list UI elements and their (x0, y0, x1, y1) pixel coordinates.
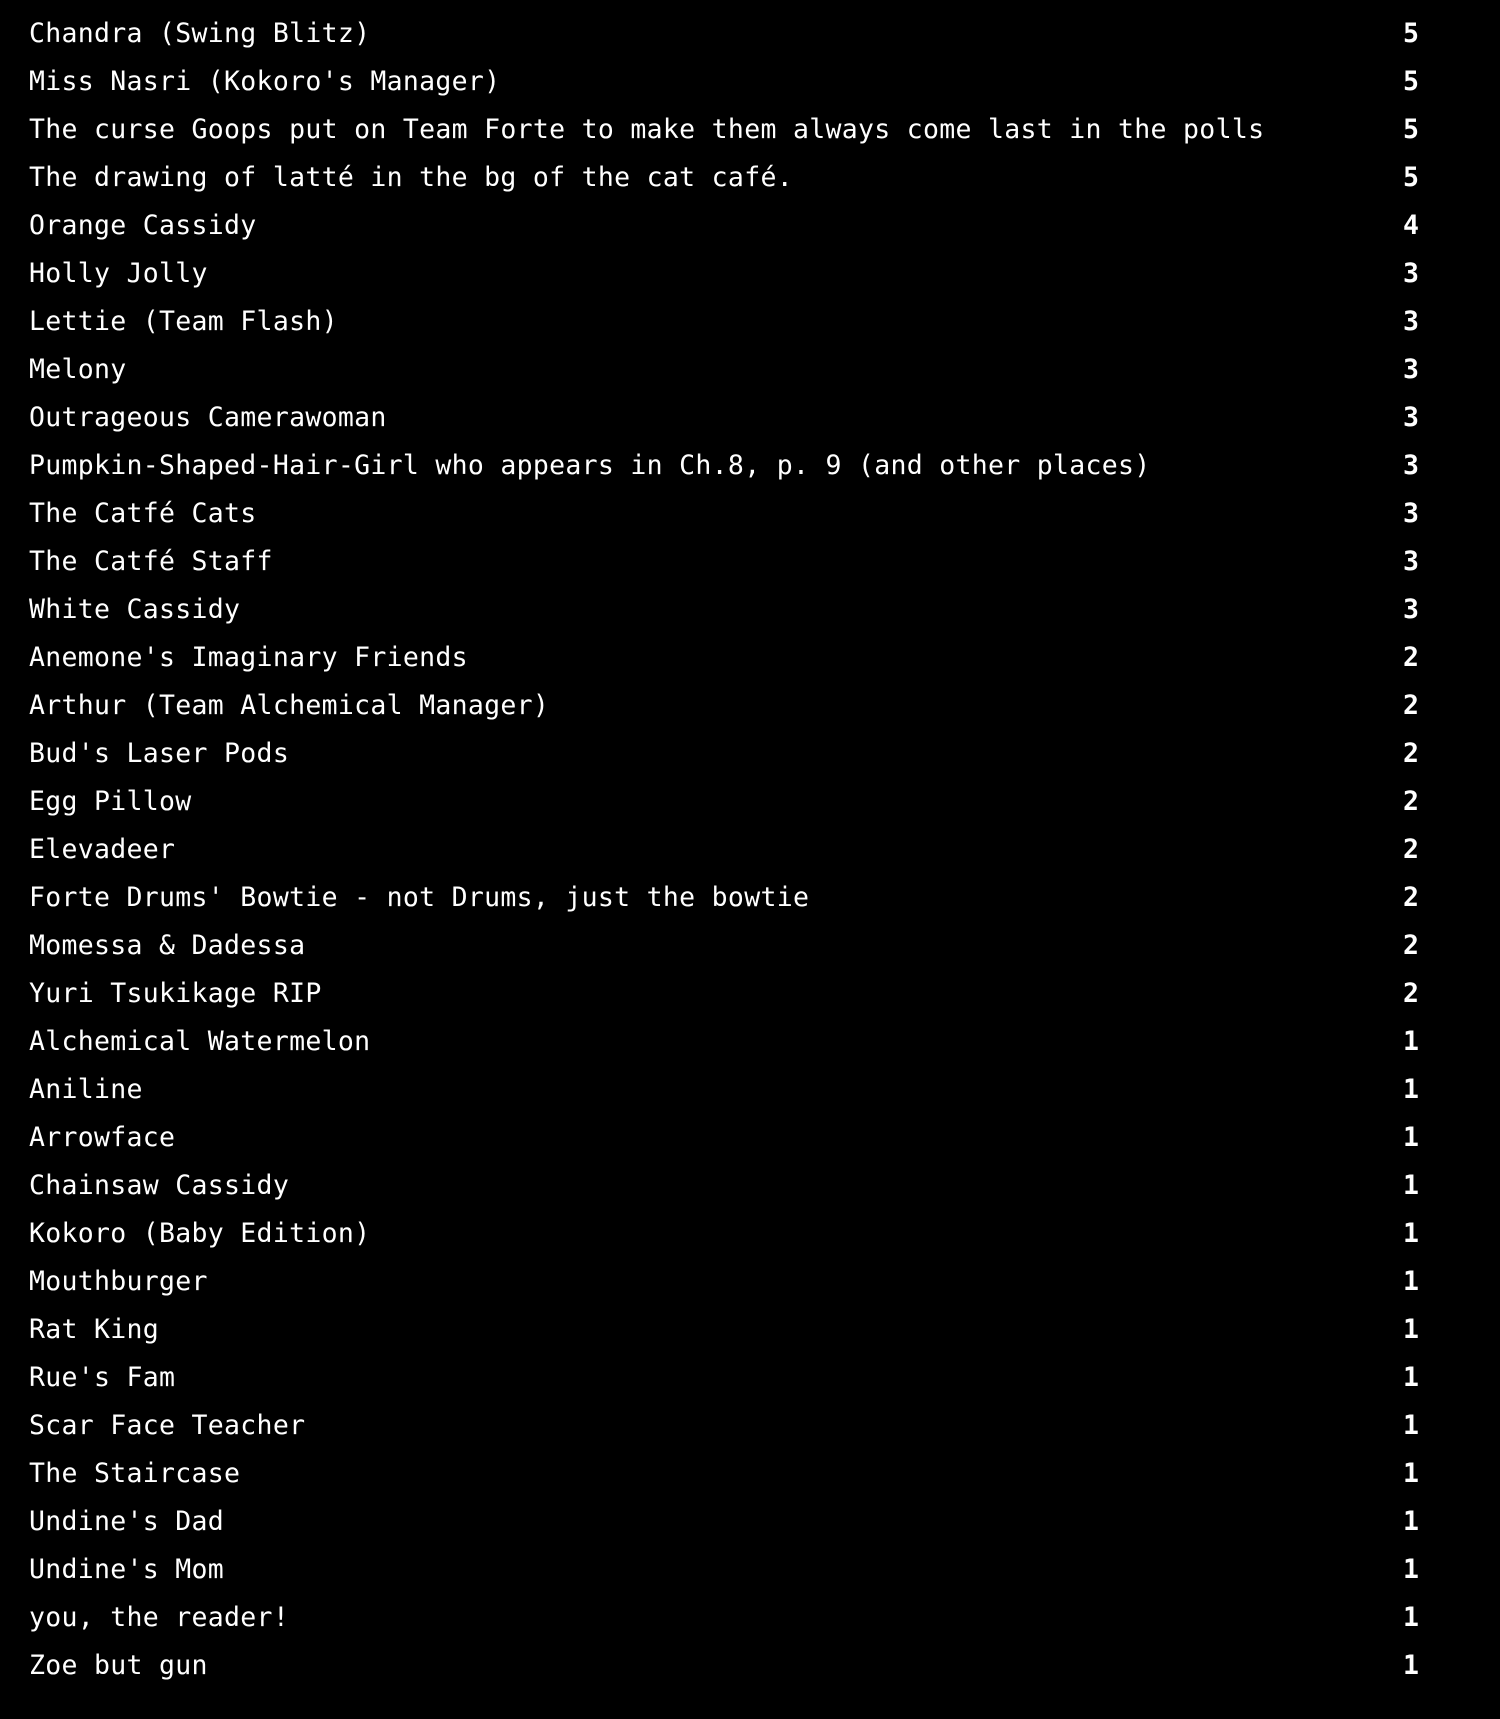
list-item (29, 58, 1419, 106)
list-item (29, 922, 1419, 970)
item-count: 5 (1403, 162, 1419, 193)
item-count: 3 (1403, 450, 1419, 481)
list-item (29, 1354, 1419, 1402)
item-name: Scar Face Teacher (29, 1410, 306, 1441)
item-name: Rue's Fam (29, 1362, 176, 1393)
list-item (29, 634, 1419, 682)
item-name: you, the reader! (29, 1602, 290, 1633)
list-item (29, 826, 1419, 874)
item-name: Elevadeer (29, 834, 176, 865)
item-count: 1 (1403, 1362, 1419, 1393)
list-item (29, 346, 1419, 394)
item-count: 2 (1403, 690, 1419, 721)
item-count: 1 (1403, 1602, 1419, 1633)
list-item (29, 1402, 1419, 1450)
list-item (29, 682, 1419, 730)
item-count: 1 (1403, 1026, 1419, 1057)
item-count: 1 (1403, 1122, 1419, 1153)
list-item (29, 1450, 1419, 1498)
list-item (29, 106, 1419, 154)
item-name: The Catfé Cats (29, 498, 257, 529)
list-item (29, 1162, 1419, 1210)
item-name: Mouthburger (29, 1266, 208, 1297)
item-name: Kokoro (Baby Edition) (29, 1218, 371, 1249)
list-item (29, 1066, 1419, 1114)
list-item (29, 1642, 1419, 1690)
item-count: 3 (1403, 402, 1419, 433)
list-item (29, 250, 1419, 298)
item-count: 1 (1403, 1170, 1419, 1201)
item-name: Chainsaw Cassidy (29, 1170, 290, 1201)
list-item (29, 1018, 1419, 1066)
item-name: Outrageous Camerawoman (29, 402, 387, 433)
item-count: 2 (1403, 738, 1419, 769)
item-name: Alchemical Watermelon (29, 1026, 371, 1057)
item-count: 4 (1403, 210, 1419, 241)
item-name: Undine's Mom (29, 1554, 225, 1585)
item-name: The Catfé Staff (29, 546, 273, 577)
item-count: 2 (1403, 882, 1419, 913)
item-name: Pumpkin-Shaped-Hair-Girl who appears in Ch.8, p. 9 (and other places) (29, 450, 1151, 481)
list-item (29, 1498, 1419, 1546)
list-item (29, 874, 1419, 922)
list-item (29, 730, 1419, 778)
item-count: 2 (1403, 978, 1419, 1009)
item-name: The drawing of latté in the bg of the cat café. (29, 162, 793, 193)
list-item (29, 298, 1419, 346)
item-count: 1 (1403, 1506, 1419, 1537)
list-item (29, 970, 1419, 1018)
list-item (29, 586, 1419, 634)
item-name: Anemone's Imaginary Friends (29, 642, 468, 673)
item-count: 1 (1403, 1554, 1419, 1585)
item-name: The Staircase (29, 1458, 241, 1489)
item-name: Melony (29, 354, 127, 385)
item-count: 3 (1403, 546, 1419, 577)
list-item (29, 1594, 1419, 1642)
list-item (29, 394, 1419, 442)
item-count: 3 (1403, 354, 1419, 385)
item-name: Zoe but gun (29, 1650, 208, 1681)
item-count: 2 (1403, 834, 1419, 865)
item-name: The curse Goops put on Team Forte to make them always come last in the polls (29, 114, 1265, 145)
item-count: 3 (1403, 594, 1419, 625)
item-count: 1 (1403, 1314, 1419, 1345)
list-item (29, 490, 1419, 538)
item-name: Rat King (29, 1314, 160, 1345)
item-count: 2 (1403, 786, 1419, 817)
item-name: Miss Nasri (Kokoro's Manager) (29, 66, 501, 97)
list-item (29, 10, 1419, 58)
item-count: 3 (1403, 258, 1419, 289)
item-name: Arthur (Team Alchemical Manager) (29, 690, 550, 721)
item-count: 5 (1403, 114, 1419, 145)
item-name: Aniline (29, 1074, 143, 1105)
item-name: Holly Jolly (29, 258, 208, 289)
item-name: White Cassidy (29, 594, 241, 625)
list-item (29, 778, 1419, 826)
list-item (29, 1258, 1419, 1306)
list-item (29, 154, 1419, 202)
item-count: 5 (1403, 18, 1419, 49)
item-count: 1 (1403, 1218, 1419, 1249)
item-name: Momessa & Dadessa (29, 930, 306, 961)
list-item (29, 1114, 1419, 1162)
item-name: Yuri Tsukikage RIP (29, 978, 322, 1009)
list-item (29, 442, 1419, 490)
item-count: 1 (1403, 1650, 1419, 1681)
item-count: 3 (1403, 306, 1419, 337)
item-name: Orange Cassidy (29, 210, 257, 241)
list-item (29, 202, 1419, 250)
list-item (29, 1210, 1419, 1258)
item-count: 5 (1403, 66, 1419, 97)
list-item (29, 1306, 1419, 1354)
item-count: 1 (1403, 1458, 1419, 1489)
item-count: 2 (1403, 930, 1419, 961)
item-name: Lettie (Team Flash) (29, 306, 338, 337)
item-name: Arrowface (29, 1122, 176, 1153)
item-count: 1 (1403, 1266, 1419, 1297)
item-name: Chandra (Swing Blitz) (29, 18, 371, 49)
item-name: Forte Drums' Bowtie - not Drums, just the bowtie (29, 882, 810, 913)
list-item (29, 538, 1419, 586)
item-name: Egg Pillow (29, 786, 192, 817)
item-count: 3 (1403, 498, 1419, 529)
vote-list (29, 10, 1419, 1690)
list-item (29, 1546, 1419, 1594)
item-name: Undine's Dad (29, 1506, 225, 1537)
item-count: 1 (1403, 1074, 1419, 1105)
item-count: 2 (1403, 642, 1419, 673)
item-name: Bud's Laser Pods (29, 738, 290, 769)
item-count: 1 (1403, 1410, 1419, 1441)
